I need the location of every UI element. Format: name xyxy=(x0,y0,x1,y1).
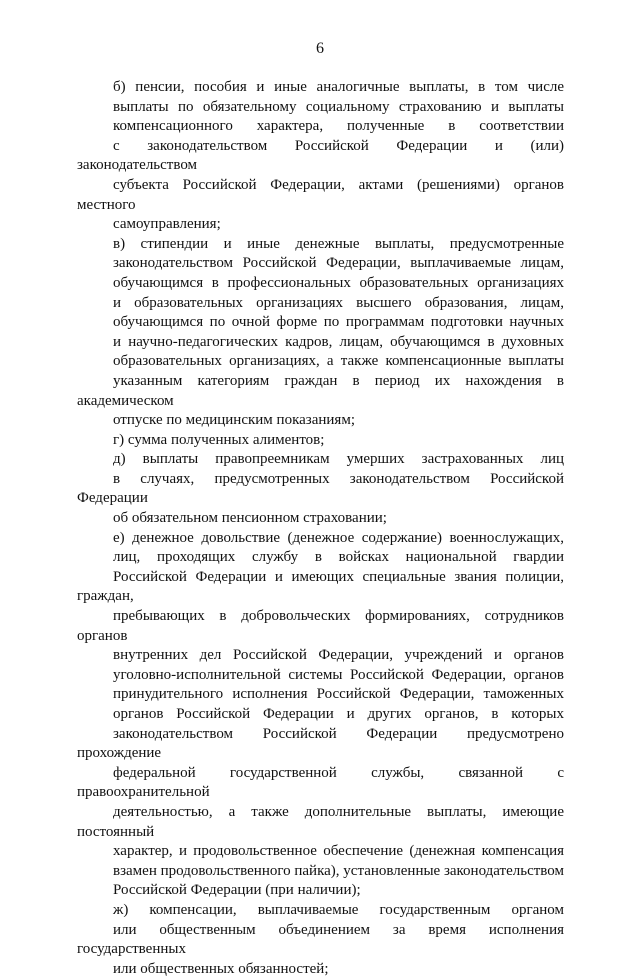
paragraph-line: выплаты по обязательному социальному страхованию и выплаты xyxy=(113,98,564,115)
paragraph-line: Российской Федерации (при наличии); xyxy=(113,882,361,899)
paragraph-line: компенсационного характера, полученные в соответствии xyxy=(113,118,564,135)
paragraph-line: законодательством Российской Федерации, выплачиваемые лицам, xyxy=(113,255,564,272)
paragraph-line: органов Российской Федерации и других органов, в которых xyxy=(113,706,564,722)
paragraph-v xyxy=(77,235,564,431)
paragraph-line: об обязательном пенсионном страховании; xyxy=(113,510,387,527)
paragraph-line: д) выплаты правопреемникам умерших застрахованных лиц xyxy=(113,451,564,468)
page-number: 6 xyxy=(316,40,324,57)
paragraph-line: ж) компенсации, выплачиваемые государственным органом xyxy=(113,901,564,918)
paragraph-line: самоуправления; xyxy=(113,216,221,233)
paragraph-line: с законодательством Российской Федерации и (или) законодательством xyxy=(77,137,564,174)
paragraph-line: уголовно-исполнительной системы Российской Федерации, органов xyxy=(113,666,564,683)
paragraph-line: внутренних дел Российской Федерации, учреждений и органов xyxy=(113,647,564,664)
paragraph-line: в случаях, предусмотренных законодательством Российской Федерации xyxy=(77,470,564,507)
paragraph-line: характер, и продовольственное обеспечение (денежная компенсация xyxy=(113,843,564,860)
paragraph-zh xyxy=(77,901,564,979)
paragraph-line: или общественным объединением за время исполнения государственных xyxy=(77,921,564,958)
paragraph-line: взамен продовольственного пайка), установленные законодательством xyxy=(113,862,564,879)
paragraph-line: деятельностью, а также дополнительные выплаты, имеющие постоянный xyxy=(77,803,564,840)
paragraph-line: б) пенсии, пособия и иные аналогичные выплаты, в том числе xyxy=(113,79,564,95)
paragraph-line: е) денежное довольствие (денежное содержание) военнослужащих, xyxy=(113,529,564,546)
paragraph-g xyxy=(77,431,564,451)
paragraph-line: и образовательных организациях высшего образования, лицам, xyxy=(113,294,564,311)
paragraph-line: субъекта Российской Федерации, актами (решениями) органов местного xyxy=(77,176,564,213)
paragraph-line: лиц, проходящих службу в войсках национальной гвардии xyxy=(113,549,564,566)
paragraph-line: федеральной государственной службы, связанной с правоохранительной xyxy=(77,764,564,801)
paragraph-line: указанным категориям граждан в период их нахождения в академическом xyxy=(77,372,564,409)
paragraph-line: Российской Федерации и имеющих специальные звания полиции, граждан, xyxy=(77,568,564,605)
document-body xyxy=(77,78,564,979)
paragraph-b xyxy=(77,78,564,235)
paragraph-e xyxy=(77,529,564,901)
paragraph-line: пребывающих в добровольческих формированиях, сотрудников органов xyxy=(77,608,564,644)
paragraph-line: обучающимся в профессиональных образовательных организациях xyxy=(113,274,564,291)
paragraph-line: в) стипендии и иные денежные выплаты, предусмотренные xyxy=(113,235,564,252)
paragraph-line: отпуске по медицинским показаниям; xyxy=(113,412,355,429)
paragraph-line: г) сумма полученных алиментов; xyxy=(113,431,325,448)
paragraph-line: образовательных организациях, а также компенсационные выплаты xyxy=(113,353,564,370)
paragraph-line: законодательством Российской Федерации предусмотрено прохождение xyxy=(77,725,564,762)
paragraph-line: принудительного исполнения Российской Федерации, таможенных xyxy=(113,686,564,703)
paragraph-line: или общественных обязанностей; xyxy=(113,960,329,977)
paragraph-d xyxy=(77,450,564,528)
paragraph-line: и научно-педагогических кадров, лицам, обучающимся в духовных xyxy=(113,333,564,350)
paragraph-line: обучающимся по очной форме по программам подготовки научных xyxy=(113,314,564,331)
